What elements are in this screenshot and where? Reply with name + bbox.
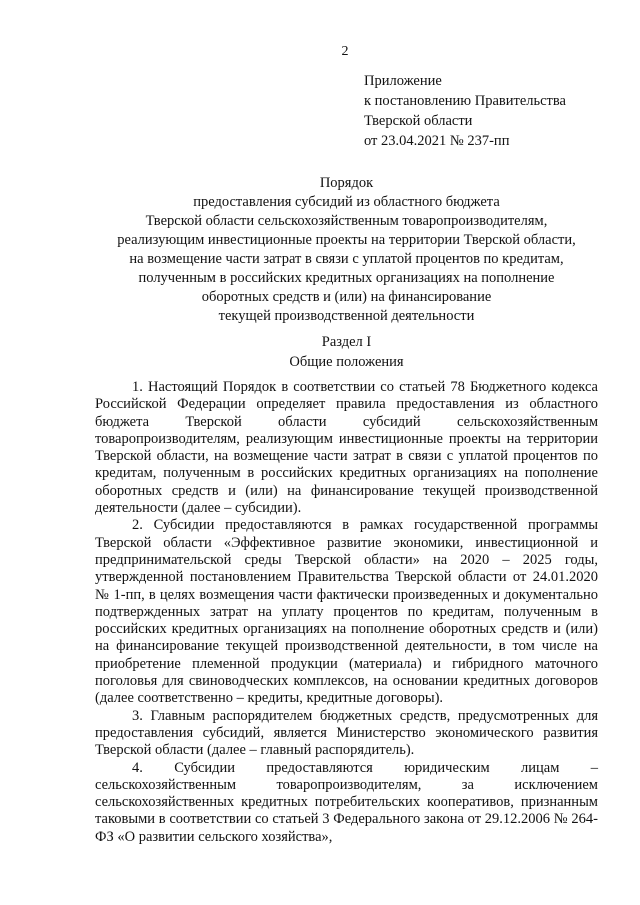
title-line: Тверской области сельскохозяйственным товаропроизводителям, xyxy=(145,213,548,229)
title-line: текущей производственной деятельности xyxy=(218,308,475,324)
title-line: на возмещение части затрат в связи с уплатой процентов по кредитам, xyxy=(129,251,564,267)
appendix-line: от 23.04.2021 № 237-пп xyxy=(364,133,510,149)
paragraph: 4. Субсидии предоставляются юридическим лицам – сельскохозяйственным товаропроизводителям, за исключением сельскохозяйственных кредитных потребительских кооперативов, признанным таковыми в соответствии со статьей 3 Федерального закона от 29.12.2006 № 264-ФЗ «О развитии сельского хозяйства», xyxy=(95,759,598,845)
paragraph: 2. Субсидии предоставляются в рамках государственной программы Тверской области «Эффективное развитие экономики, инвестиционной и предпринимательской среды Тверской области» на 2020 – 2025 годы, утвержденной постановлением Правительства Тверской области от 24.01.2020 № 1-пп, в целях возмещения части фактически произведенных и документально подтвержденных затрат на уплату процентов по кредитам, полученным в российских кредитных организациях на пополнение оборотных средств и (или) на финансирование текущей производственной деятельности, в том числе на приобретение племенной продукции (материала) и гибридного маточного поголовья для свиноводческих комплексов, на основании кредитных договоров (далее соответственно – кредиты, кредитные договоры). xyxy=(95,517,598,707)
paragraph: 3. Главным распорядителем бюджетных средств, предусмотренных для предоставления субсидий, является Министерство экономического развития Тверской области (далее – главный распорядитель). xyxy=(95,707,598,759)
title-heading: Порядок xyxy=(319,175,374,191)
section-number: Раздел I xyxy=(321,334,372,350)
title-line: предоставления субсидий из областного бюджета xyxy=(193,194,500,210)
paragraph: 1. Настоящий Порядок в соответствии со статьей 78 Бюджетного кодекса Российской Федерации определяет правила предоставления из областного бюджета Тверской области субсидий сельскохозяйственным товаропроизводителям, реализующим инвестиционные проекты на территории Тверской области, на возмещение части затрат в связи с уплатой процентов по кредитам, полученным в российских кредитных организациях на пополнение оборотных средств и (или) на финансирование текущей производственной деятельности (далее – субсидии). xyxy=(95,379,598,517)
appendix-line: Приложение xyxy=(364,73,442,89)
page-number: 2 xyxy=(341,44,349,59)
appendix-header xyxy=(364,71,566,151)
appendix-line: к постановлению Правительства xyxy=(364,93,566,109)
title-line: полученным в российских кредитных организациях на пополнение xyxy=(138,270,555,286)
appendix-line: Тверской области xyxy=(364,113,473,129)
section-heading xyxy=(95,333,598,372)
document-body xyxy=(95,379,598,846)
document-title xyxy=(95,174,598,326)
section-name: Общие положения xyxy=(289,353,404,370)
title-line: реализующим инвестиционные проекты на территории Тверской области, xyxy=(117,232,576,248)
title-line: оборотных средств и (или) на финансирование xyxy=(201,289,492,305)
